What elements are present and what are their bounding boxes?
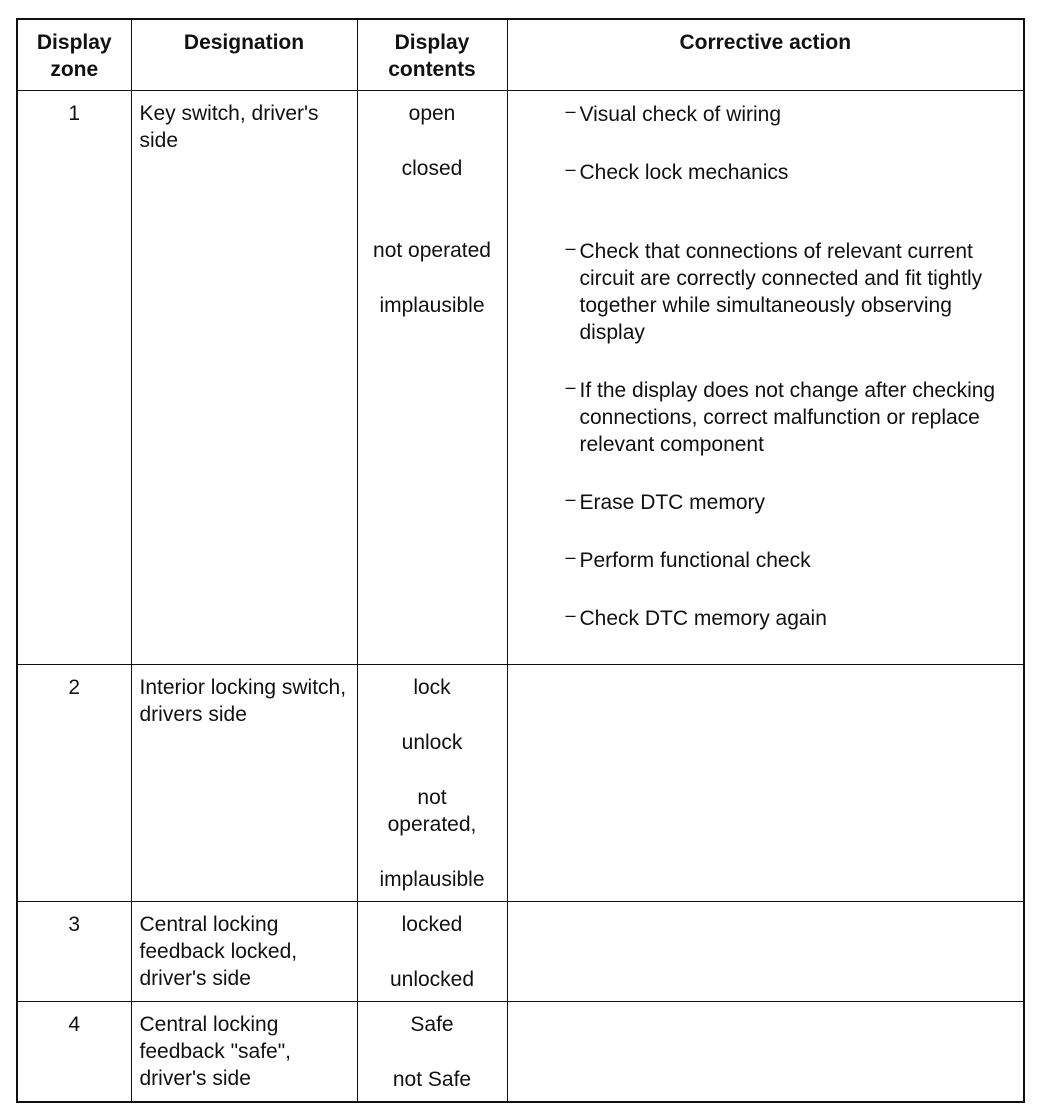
table-row xyxy=(17,91,1024,665)
content-value: not operated xyxy=(373,239,491,262)
corrective-action-cell xyxy=(507,1002,1024,1103)
header-designation: Designation xyxy=(131,19,357,91)
content-value: implausible xyxy=(379,294,485,317)
contents-cell xyxy=(357,665,507,902)
designation-cell: Central locking feedback "safe", driver's side xyxy=(131,1002,357,1103)
table-row xyxy=(17,902,1024,1002)
content-value: closed xyxy=(401,157,463,180)
header-display-zone: Display zone xyxy=(17,19,131,91)
dash-icon: – xyxy=(565,238,576,258)
corrective-action-cell xyxy=(507,902,1024,1002)
contents-cell xyxy=(357,91,507,665)
content-value: open xyxy=(408,102,456,125)
zone-cell: 1 xyxy=(17,91,131,665)
action-item: – Visual check of wiring xyxy=(570,101,1012,128)
content-value: locked xyxy=(401,913,463,936)
content-value: unlock xyxy=(401,731,463,754)
action-item: – If the display does not change after checking connections, correct malfunction or replace relevant component xyxy=(570,377,1012,458)
content-value: implausible xyxy=(379,868,485,891)
content-value: not Safe xyxy=(392,1068,472,1091)
designation-cell: Key switch, driver's side xyxy=(131,91,357,665)
content-value: not operated, xyxy=(387,786,477,836)
header-row xyxy=(17,19,1024,91)
dash-icon: – xyxy=(565,489,576,509)
contents-cell xyxy=(357,1002,507,1103)
contents-cell xyxy=(357,902,507,1002)
dash-icon: – xyxy=(565,377,576,397)
table-row xyxy=(17,1002,1024,1103)
action-item: – Check DTC memory again xyxy=(570,605,1012,632)
action-item: – Erase DTC memory xyxy=(570,489,1012,516)
table-row xyxy=(17,665,1024,902)
header-corrective-action: Corrective action xyxy=(507,19,1024,91)
corrective-action-cell xyxy=(507,665,1024,902)
corrective-action-cell xyxy=(507,91,1024,665)
header-display-contents: Display contents xyxy=(357,19,507,91)
content-value: lock xyxy=(413,676,451,699)
content-value: unlocked xyxy=(389,968,475,991)
action-item: – Perform functional check xyxy=(570,547,1012,574)
content-value: Safe xyxy=(410,1013,454,1036)
action-item: – Check lock mechanics xyxy=(570,159,1012,186)
dash-icon: – xyxy=(565,547,576,567)
zone-cell: 2 xyxy=(17,665,131,902)
dash-icon: – xyxy=(565,605,576,625)
dash-icon: – xyxy=(565,159,576,179)
designation-cell: Interior locking switch, drivers side xyxy=(131,665,357,902)
diagnostic-table xyxy=(16,18,1025,1103)
action-item: – Check that connections of relevant current circuit are correctly connected and fit tightly together while simultaneously observing display xyxy=(570,238,1012,346)
zone-cell: 4 xyxy=(17,1002,131,1103)
dash-icon: – xyxy=(565,101,576,121)
designation-cell: Central locking feedback locked, driver's side xyxy=(131,902,357,1002)
zone-cell: 3 xyxy=(17,902,131,1002)
